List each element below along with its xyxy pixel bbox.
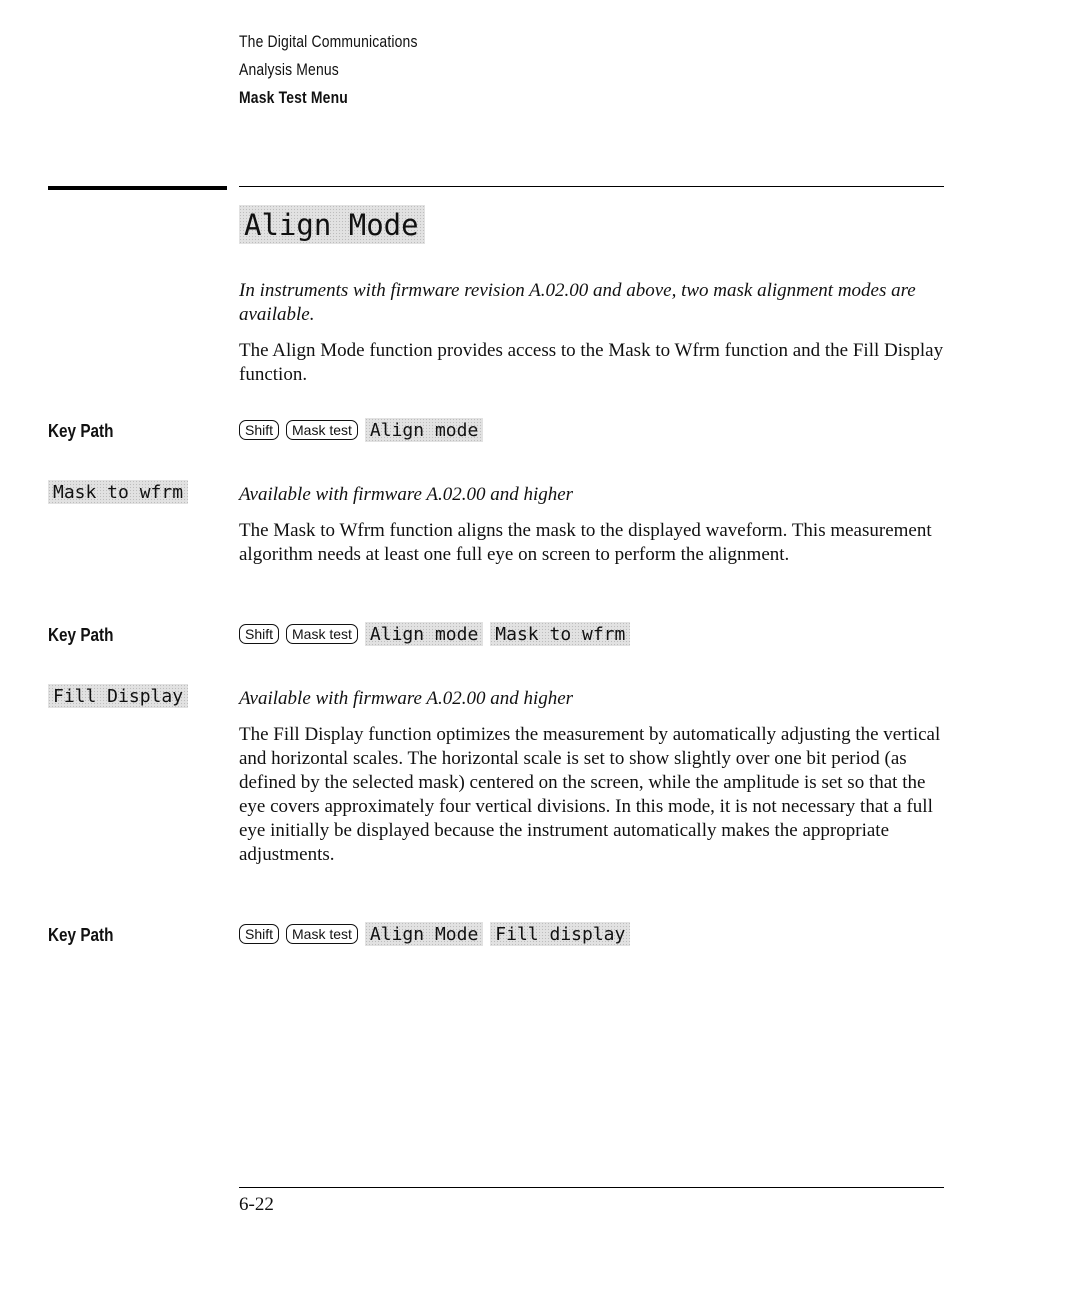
intro-note: In instruments with firmware revision A.02.00 and above, two mask alignment modes are available. xyxy=(239,280,916,325)
shift-key: Shift xyxy=(239,624,279,644)
fill-display-softkey: Fill display xyxy=(490,922,630,946)
align-mode-softkey: Align mode xyxy=(365,418,483,442)
header-section: Analysis Menus xyxy=(239,60,339,79)
page-title: Align Mode xyxy=(239,205,425,244)
footer-rule xyxy=(239,1187,944,1188)
section-rule-thick xyxy=(48,186,227,190)
header-chapter: The Digital Communications xyxy=(239,32,418,51)
keypath-label-1: Key Path xyxy=(48,421,114,441)
mask-test-key: Mask test xyxy=(286,624,358,644)
mask-to-wfrm-softkey: Mask to wfrm xyxy=(490,622,630,646)
mask-to-wfrm-body: The Mask to Wfrm function aligns the mask to the displayed waveform. This measurement algorithm needs at least one full eye on screen to perform the alignment. xyxy=(239,520,932,565)
keypath-label-2: Key Path xyxy=(48,625,114,645)
mask-to-wfrm-note: Available with firmware A.02.00 and higher xyxy=(239,484,574,505)
page-number: 6-22 xyxy=(239,1194,274,1215)
align-mode-softkey: Align mode xyxy=(365,622,483,646)
shift-key: Shift xyxy=(239,420,279,440)
keypath-1 xyxy=(239,418,483,442)
intro-body: The Align Mode function provides access to the Mask to Wfrm function and the Fill Display function. xyxy=(239,340,944,385)
keypath-2 xyxy=(239,622,630,646)
section-rule-thin xyxy=(239,186,944,187)
header-menu: Mask Test Menu xyxy=(239,88,348,107)
mask-test-key: Mask test xyxy=(286,420,358,440)
keypath-3 xyxy=(239,922,630,946)
fill-display-softkey: Fill Display xyxy=(48,684,188,708)
shift-key: Shift xyxy=(239,924,279,944)
mask-test-key: Mask test xyxy=(286,924,358,944)
fill-display-body: The Fill Display function optimizes the measurement by automatically adjusting the vertical and horizontal scales. The horizontal scale is set to show slightly over one bit period (as defined by the selected mask) centered on the screen, while the amplitude is set so that the eye covers approximately four vertical divisions. In this mode, it is not necessary that a full eye initially be displayed because the instrument automatically makes the appropriate adjustments. xyxy=(239,724,941,865)
fill-display-note: Available with firmware A.02.00 and higher xyxy=(239,688,574,709)
mask-to-wfrm-softkey: Mask to wfrm xyxy=(48,480,188,504)
keypath-label-3: Key Path xyxy=(48,925,114,945)
align-mode-softkey: Align Mode xyxy=(365,922,483,946)
